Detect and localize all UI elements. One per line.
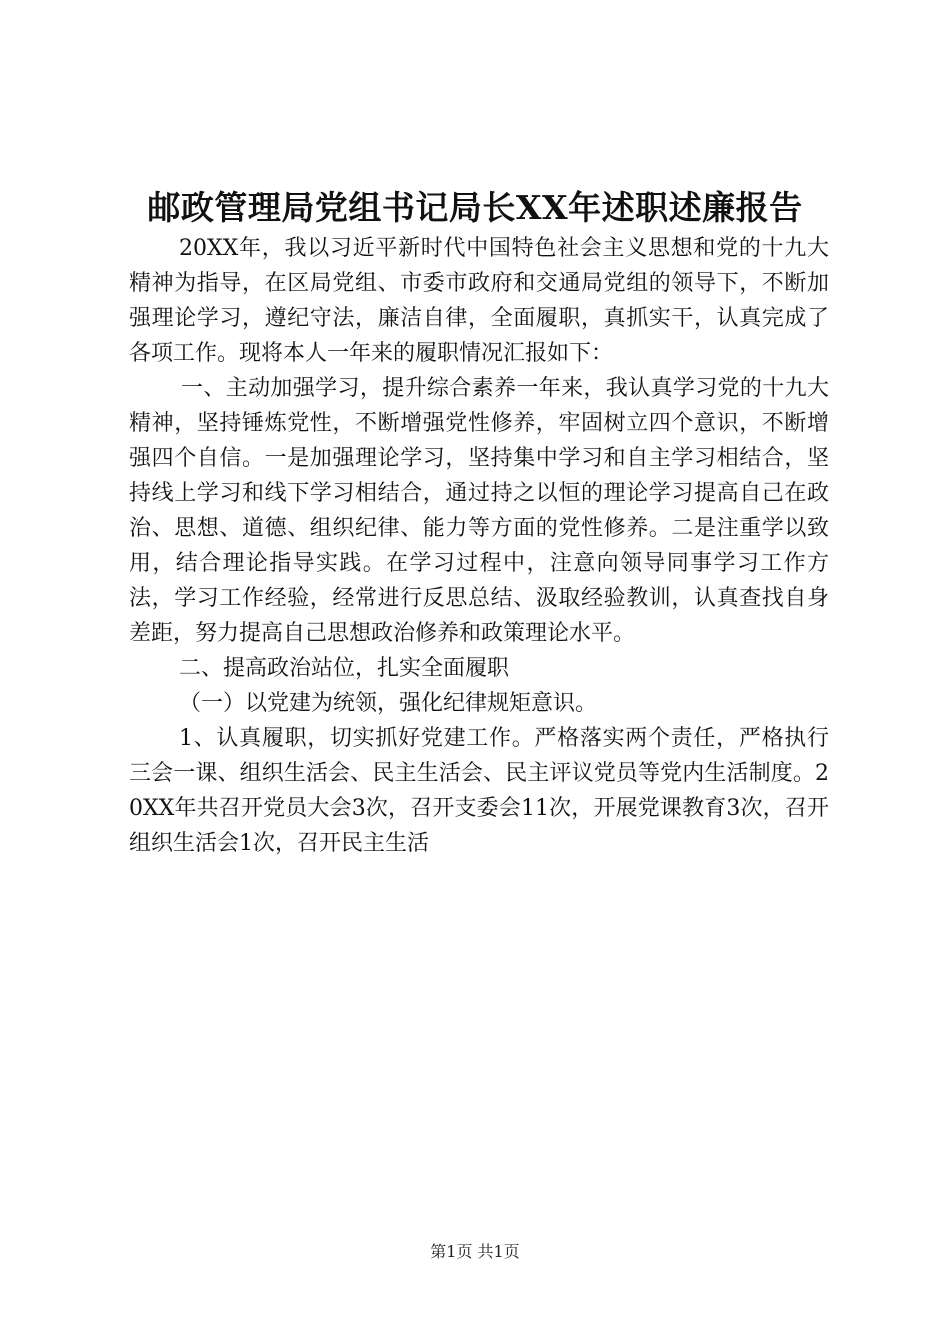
paragraph-section-two-heading: 二、提高政治站位，扎实全面履职 [179,656,510,681]
paragraph-intro: 20XX年，我以习近平新时代中国特色社会主义思想和党的十九大精神为指导，在区局党组、市委市政府和交通局党组的领导下，不断加强理论学习，遵纪守法，廉洁自律，全面履职，真抓实干，认真完成了各项工作。现将本人一年来的履职情况汇报如下： [129,236,829,366]
paragraph-item-one: 1、认真履职，切实抓好党建工作。严格落实两个责任，严格执行三会一课、组织生活会、民主生活会、民主评议党员等党内生活制度。20XX年共召开党员大会3次，召开支委会11次，开展党课教育3次，召开组织生活会1次，召开民主生活 [129,726,829,856]
document-title: 邮政管理局党组书记局长XX年述职述廉报告 [147,188,803,227]
paragraph-subsection-one-heading: （一）以党建为统领，强化纪律规矩意识。 [179,691,598,716]
page-footer: 第1页 共1页 [430,1242,520,1261]
document-body [129,231,829,861]
paragraph-section-one: 一、主动加强学习，提升综合素养一年来，我认真学习党的十九大精神，坚持锤炼党性，不断增强党性修养，牢固树立四个意识，不断增强四个自信。一是加强理论学习，坚持集中学习和自主学习相结合，坚持线上学习和线下学习相结合，通过持之以恒的理论学习提高自己在政治、思想、道德、组织纪律、能力等方面的党性修养。二是注重学以致用，结合理论指导实践。在学习过程中，注意向领导同事学习工作方法，学习工作经验，经常进行反思总结、汲取经验教训，认真查找自身差距，努力提高自己思想政治修养和政策理论水平。 [129,376,829,646]
